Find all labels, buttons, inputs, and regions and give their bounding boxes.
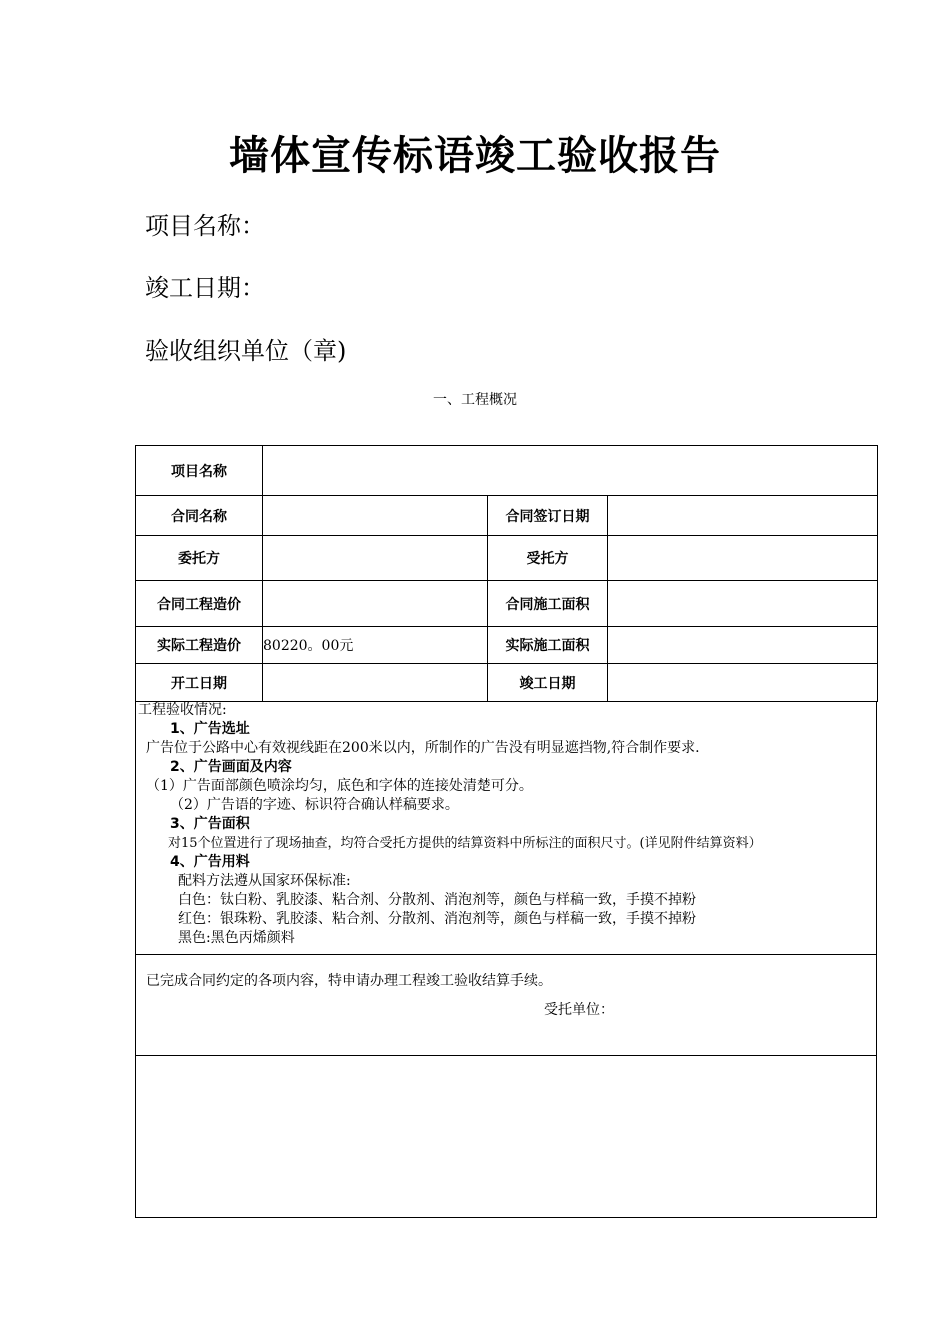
overview-table [135,445,878,702]
actual-area-label: 实际施工面积 [488,627,608,664]
meta-completion-date-label: 竣工日期： [145,274,265,302]
table-row [136,627,878,664]
client-label: 委托方 [136,536,263,581]
contract-sign-date-value [608,496,878,536]
start-date-label: 开工日期 [136,664,263,702]
table-row [136,581,878,627]
item4-text3: 红色：银珠粉、乳胶漆、粘合剂、分散剂、消泡剂等，颜色与样稿一致，手摸不掉粉 [178,911,696,927]
client-value [263,536,488,581]
item1-text: 广告位于公路中心有效视线距在200米以内，所制作的广告没有明显遮挡物,符合制作要求. [146,740,700,756]
item1-title: 1、广告选址 [170,721,250,737]
application-section [135,955,877,1056]
table-row [136,446,878,496]
item4-text1: 配料方法遵从国家环保标准: [178,873,351,889]
actual-cost-value: 80220。00元 [263,627,488,664]
contract-name-label: 合同名称 [136,496,263,536]
item4-text2: 白色：钛白粉、乳胶漆、粘合剂、分散剂、消泡剂等，颜色与样稿一致，手摸不掉粉 [178,892,696,908]
contract-name-value [263,496,488,536]
contract-cost-value [263,581,488,627]
end-date-value [608,664,878,702]
item4-title: 4、广告用料 [170,854,250,870]
contractor-signature-label: 受托单位： [544,1002,614,1018]
contract-sign-date-label: 合同签订日期 [488,496,608,536]
contract-area-label: 合同施工面积 [488,581,608,627]
item3-text: 对15个位置进行了现场抽查，均符合受托方提供的结算资料中所标注的面积尺寸。(详见附件结算资料） [168,836,762,851]
contract-cost-label: 合同工程造价 [136,581,263,627]
end-date-label: 竣工日期 [488,664,608,702]
table-row [136,664,878,702]
item2-text1: （1）广告面部颜色喷涂均匀，底色和字体的连接处清楚可分。 [146,778,533,794]
contractor-label: 受托方 [488,536,608,581]
item4-text4: 黑色:黑色丙烯颜料 [178,930,295,946]
table-row [136,536,878,581]
project-name-value [263,446,878,496]
contract-area-value [608,581,878,627]
contractor-value [608,536,878,581]
section-heading-overview: 一、工程概况 [433,392,517,408]
project-name-label: 项目名称 [136,446,263,496]
item2-title: 2、广告画面及内容 [170,759,292,775]
document-title: 墙体宣传标语竣工验收报告 [229,133,721,179]
meta-project-name-label: 项目名称： [145,212,265,240]
item2-text2: （2）广告语的字迹、标识符合确认样稿要求。 [170,797,459,813]
actual-area-value [608,627,878,664]
meta-acceptance-org-label: 验收组织单位（章) [145,337,347,365]
inspection-heading: 工程验收情况: [138,702,227,718]
inspection-section [135,701,877,955]
start-date-value [263,664,488,702]
blank-section [135,1056,877,1218]
table-row [136,496,878,536]
item3-title: 3、广告面积 [170,816,250,832]
application-text: 已完成合同约定的各项内容，特申请办理工程竣工验收结算手续。 [146,973,552,989]
actual-cost-label: 实际工程造价 [136,627,263,664]
